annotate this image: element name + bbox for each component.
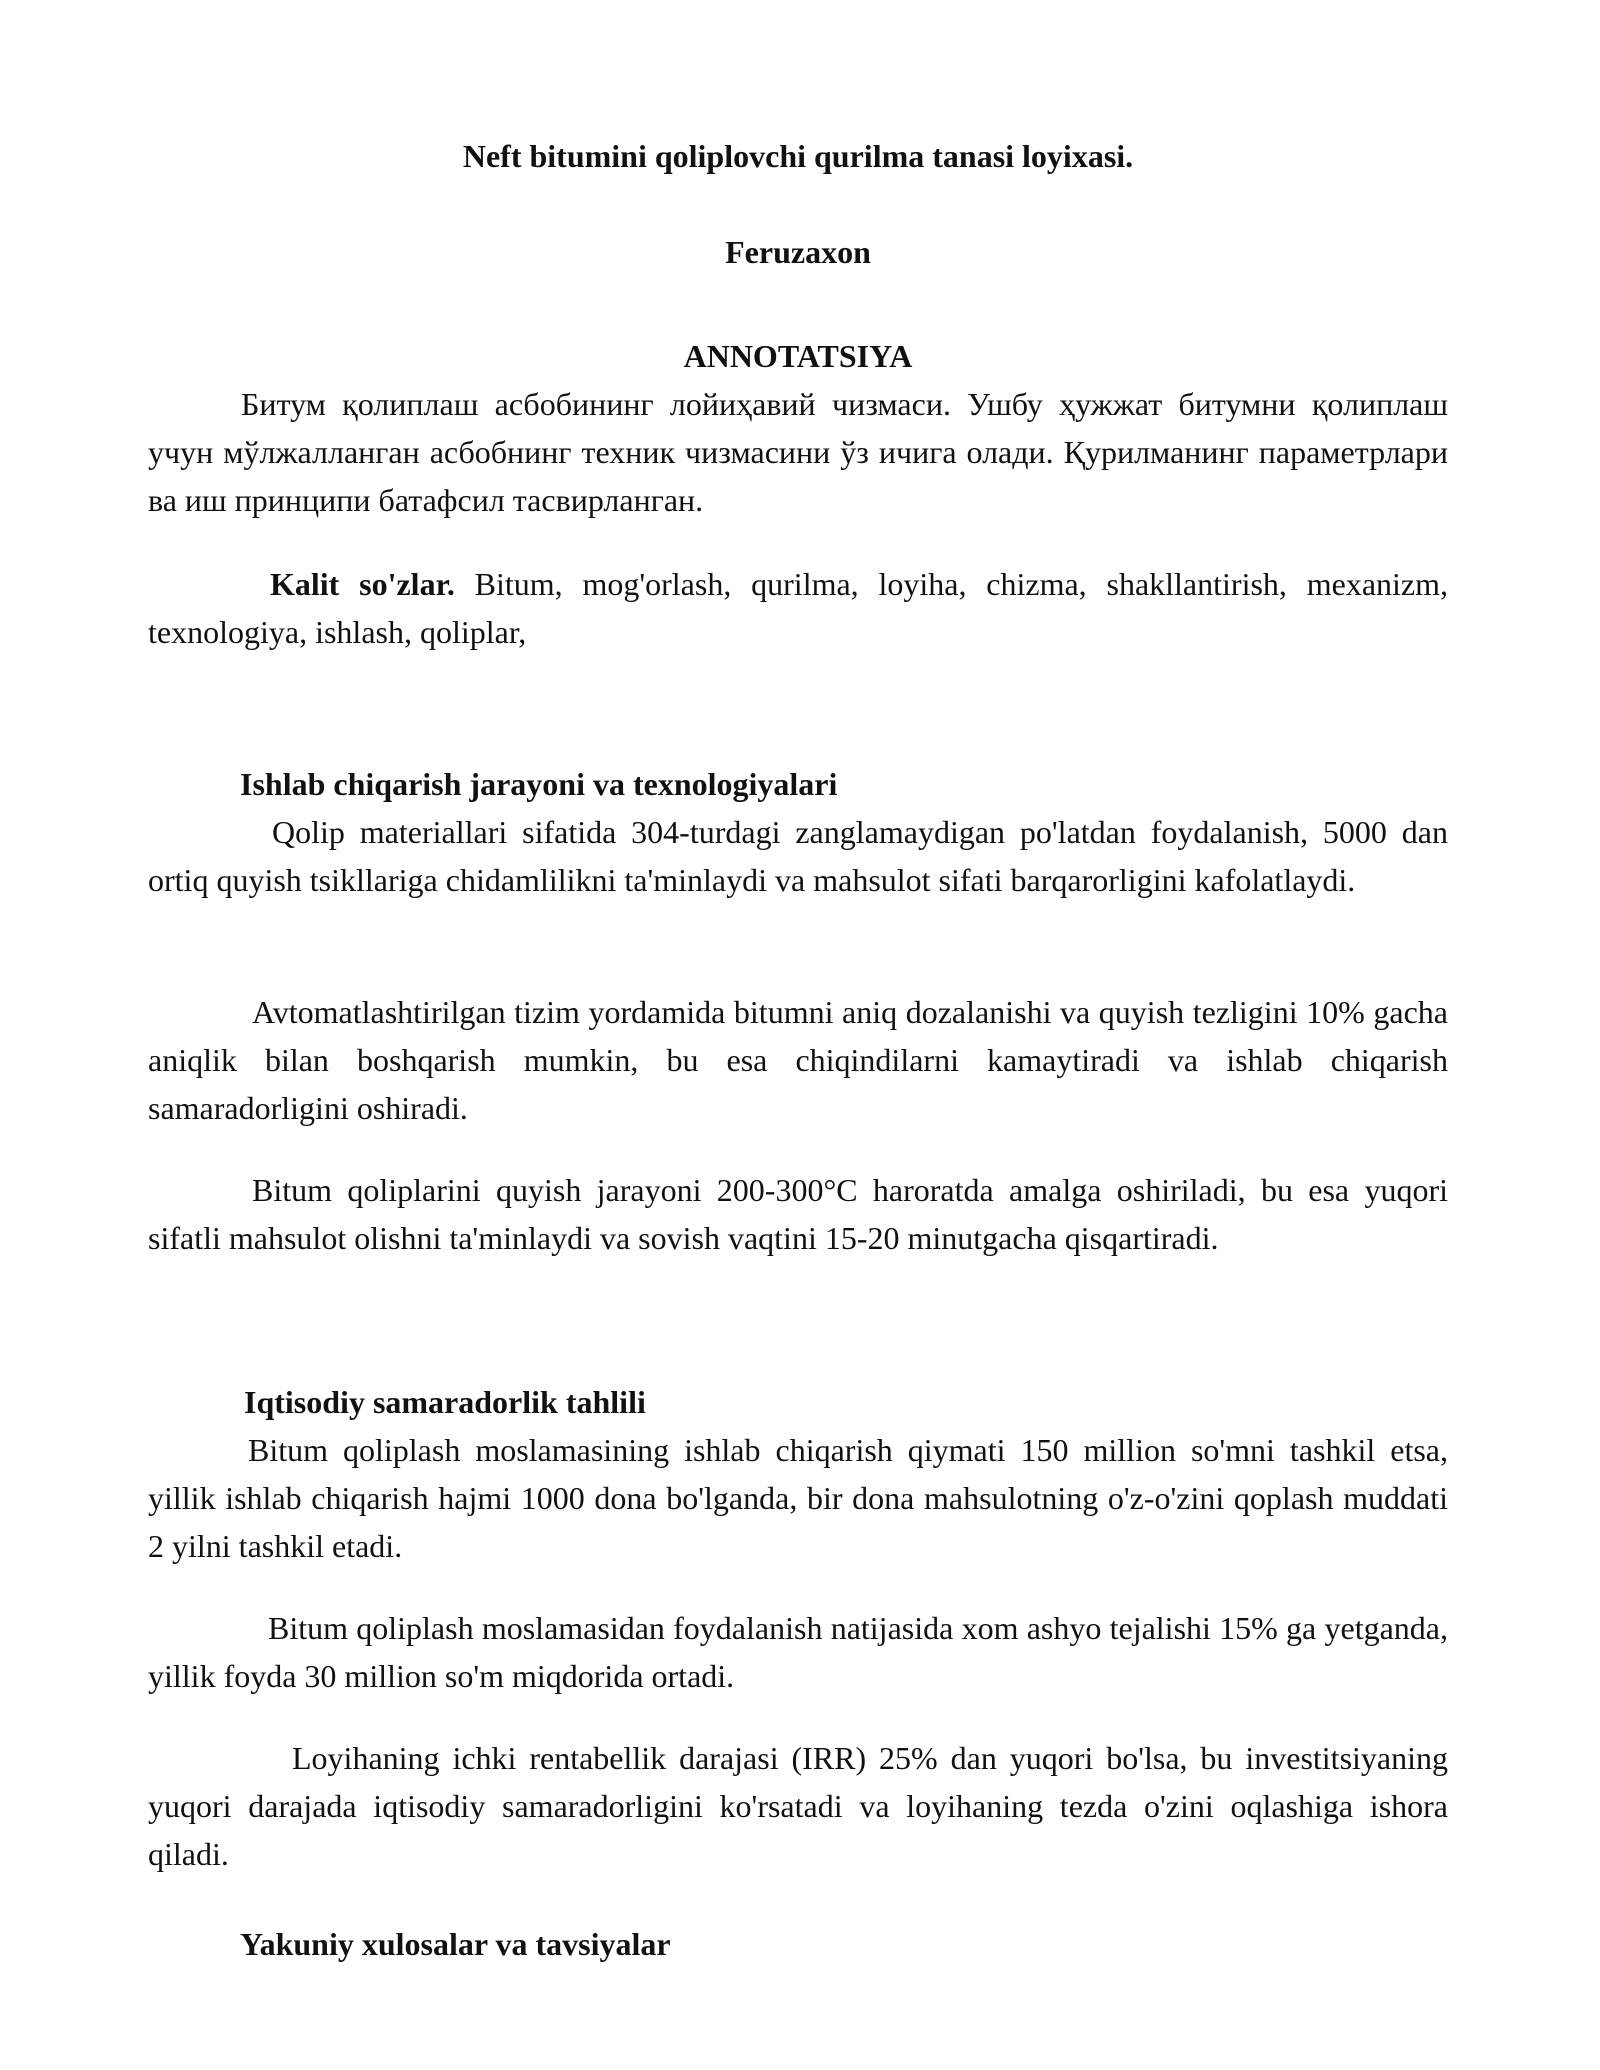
author-name: Feruzaxon	[725, 234, 871, 270]
keywords-paragraph	[148, 560, 1448, 656]
section2-paragraph-3: Loyihaning ichki rentabellik darajasi (IRR) 25% dan yuqori bo'lsa, bu investitsiyaning yuqori darajada iqtisodiy samaradorligini ko'rsatadi va loyihaning tezda o'zini oqlashiga ishora qiladi.	[148, 1740, 1448, 1872]
section-heading-conclusions: Yakuniy xulosalar va tavsiyalar	[240, 1926, 671, 1962]
keywords-label: Kalit so'zlar.	[270, 566, 455, 602]
section-heading-economics: Iqtisodiy samaradorlik tahlili	[244, 1384, 646, 1420]
section1-paragraph-3: Bitum qoliplarini quyish jarayoni 200-300°C haroratda amalga oshiriladi, bu esa yuqori sifatli mahsulot olishni ta'minlaydi va sovish vaqtini 15-20 minutgacha qisqartiradi.	[148, 1172, 1448, 1256]
section-heading-production: Ishlab chiqarish jarayoni va texnologiyalari	[240, 766, 838, 802]
section2-paragraph-1: Bitum qoliplash moslamasining ishlab chiqarish qiymati 150 million so'mni tashkil etsa, yillik ishlab chiqarish hajmi 1000 dona bo'lganda, bir dona mahsulotning o'z-o'zini qoplash muddati 2 yilni tashkil etadi.	[148, 1432, 1448, 1564]
section1-paragraph-2: Avtomatlashtirilgan tizim yordamida bitumni aniq dozalanishi va quyish tezligini 10% gacha aniqlik bilan boshqarish mumkin, bu esa chiqindilarni kamaytiradi va ishlab chiqarish samaradorligini oshiradi.	[148, 994, 1448, 1126]
annotation-body: Битум қолиплаш асбобининг лойиҳавий чизмаси. Ушбу ҳужжат битумни қолиплаш учун мўлжалланган асбобнинг техник чизмасини ўз ичига олади. Қурилманинг параметрлари ва иш принципи батафсил тасвирланган.	[148, 386, 1448, 518]
section1-paragraph-1: Qolip materiallari sifatida 304-turdagi zanglamaydigan po'latdan foydalanish, 5000 dan ortiq quyish tsikllariga chidamlilikni ta'minlaydi va mahsulot sifati barqarorligini kafolatlaydi.	[148, 814, 1448, 898]
keywords-text: Bitum, mog'orlash, qurilma, loyiha, chizma, shakllantirish, mexanizm, texnologiya, ishlash, qoliplar,	[148, 566, 1449, 650]
annotation-text	[148, 380, 1448, 524]
annotation-heading: ANNOTATSIYA	[683, 338, 913, 374]
section2-paragraph-2: Bitum qoliplash moslamasidan foydalanish natijasida xom ashyo tejalishi 15% ga yetganda, yillik foyda 30 million so'm miqdorida ortadi.	[148, 1610, 1448, 1694]
document-title: Neft bitumini qoliplovchi qurilma tanasi loyixasi.	[462, 138, 1134, 174]
